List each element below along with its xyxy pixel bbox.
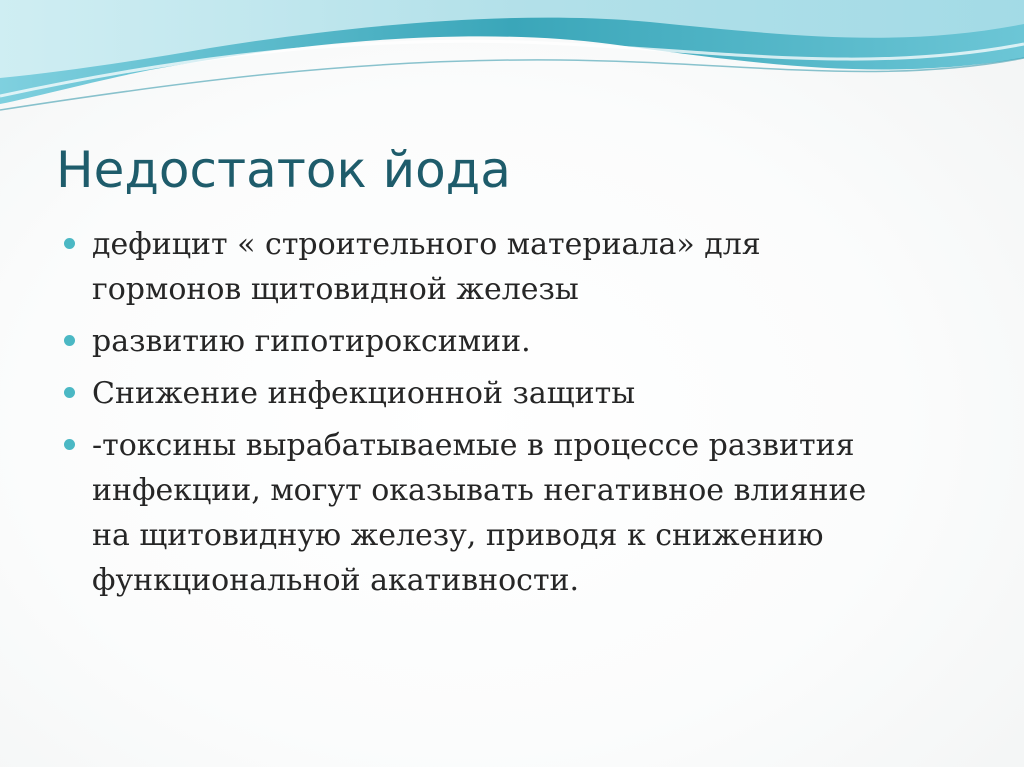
bullet-text-line: -токсины вырабатываемые в процессе развития bbox=[92, 428, 855, 463]
bullet-item-2 bbox=[64, 319, 944, 364]
bullet-text-line: гормонов щитовидной железы bbox=[92, 272, 579, 307]
bullet-dot-icon bbox=[64, 387, 75, 398]
bullet-text-line: функциональной акативности. bbox=[92, 563, 580, 598]
bullet-text-line: развитию гипотироксимии. bbox=[92, 324, 531, 359]
bullet-text-line: дефицит « строительного материала» для bbox=[92, 227, 761, 262]
bullet-text-line: инфекции, могут оказывать негативное влияние bbox=[92, 473, 867, 508]
bullet-text-line: Снижение инфекционной защиты bbox=[92, 376, 636, 411]
bullet-dot-icon bbox=[64, 238, 75, 249]
wave-header-decoration bbox=[0, 0, 1024, 120]
bullet-item-4 bbox=[64, 423, 944, 603]
slide-title: Недостаток йода bbox=[56, 141, 511, 199]
bullet-dot-icon bbox=[64, 439, 75, 450]
bullet-text-line: на щитовидную железу, приводя к снижению bbox=[92, 518, 824, 553]
bullet-dot-icon bbox=[64, 335, 75, 346]
bullet-list bbox=[64, 222, 944, 610]
bullet-item-3 bbox=[64, 371, 944, 416]
bullet-item-1 bbox=[64, 222, 944, 312]
